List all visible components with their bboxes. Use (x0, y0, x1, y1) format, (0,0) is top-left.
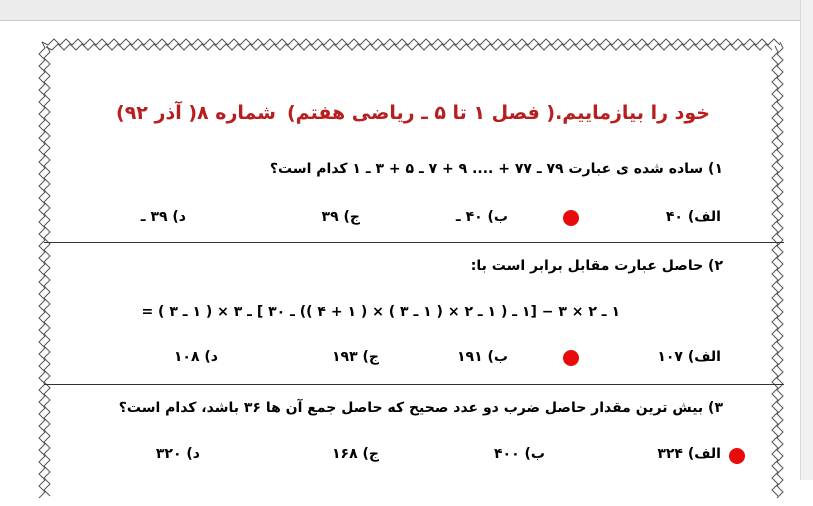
question-1-option-d[interactable]: د) ۳۹ ـ (140, 209, 186, 225)
worksheet-issue-number: شماره ۸( آذر ۹۲) (116, 102, 276, 124)
question-2-option-a[interactable]: الف) ۱۰۷ (657, 349, 721, 365)
question-2-text: ۲) حاصل عبارت مقابل برابر است با: (470, 258, 723, 274)
question-3-selected-answer-mark (729, 448, 745, 464)
question-2-option-b[interactable]: ب) ۱۹۱ (457, 349, 508, 365)
question-3-option-c[interactable]: ج) ۱۶۸ (331, 446, 379, 462)
question-2-selected-answer-mark (563, 350, 579, 366)
question-3-option-b[interactable]: ب) ۴۰۰ (494, 446, 545, 462)
question-2-option-d[interactable]: د) ۱۰۸ (173, 349, 218, 365)
question-1-option-b[interactable]: ب) ۴۰ ـ (455, 209, 508, 225)
question-2-expression: ۱ ـ ۲ × ۳ − [۱ ـ ( ۱ ـ ۲ × ( ۱ ـ ۳ ) × ( ۱ + ۴ )) ـ ۳۰ ] ـ ۳ × ( ۱ ـ ۳ ) = (141, 304, 620, 320)
question-1-text: ۱) ساده شده ی عبارت ۷۹ ـ ۷۷ + .... ۹ + ۷ ـ ۵ + ۳ ـ ۱ کدام است؟ (269, 161, 723, 177)
question-3-option-d[interactable]: د) ۳۲۰ (155, 446, 200, 462)
vertical-scrollbar[interactable] (800, 0, 813, 480)
window-top-strip (0, 0, 813, 21)
question-2-option-c[interactable]: ج) ۱۹۳ (331, 349, 379, 365)
worksheet-header (60, 100, 710, 130)
question-1-option-c[interactable]: ج) ۳۹ (321, 209, 360, 225)
worksheet-title: خود را بیازماییم.( فصل ۱ تا ۵ ـ ریاضی هفتم) (287, 102, 710, 124)
question-3-text: ۳) بیش ترین مقدار حاصل ضرب دو عدد صحیح که حاصل جمع آن ها ۳۶ باشد، کدام است؟ (118, 400, 723, 416)
question-divider (44, 384, 784, 385)
question-3-option-a[interactable]: الف) ۳۲۴ (657, 446, 721, 462)
question-divider (44, 242, 784, 243)
question-1-selected-answer-mark (563, 210, 579, 226)
question-1-option-a[interactable]: الف) ۴۰ (665, 209, 721, 225)
